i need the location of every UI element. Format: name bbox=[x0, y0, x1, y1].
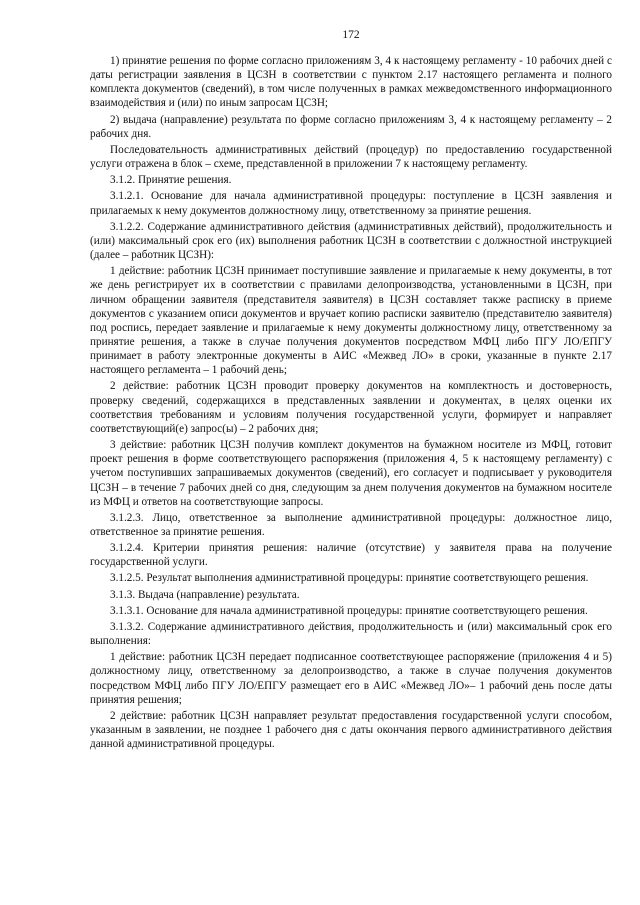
paragraph: 3.1.2.1. Основание для начала административной процедуры: поступление в ЦСЗН заявления и прилагаемых к нему документов должностному лицу, ответственному за принятие решения. bbox=[90, 190, 612, 217]
paragraph: 2 действие: работник ЦСЗН направляет результат предоставления государственной услуги способом, указанным в заявлении, не позднее 1 рабочего дня с даты окончания первого административного действия данной административной процедуры. bbox=[90, 709, 612, 751]
paragraph: Последовательность административных действий (процедур) по предоставлению государственной услуги отражена в блок – схеме, представленной в приложении 7 к настоящему регламенту. bbox=[90, 143, 612, 171]
paragraph: 3.1.3.1. Основание для начала административной процедуры: принятие соответствующего решения. bbox=[110, 604, 588, 617]
paragraph: 3.1.2.5. Результат выполнения административной процедуры: принятие соответствующего решения. bbox=[110, 572, 589, 585]
paragraph: 3.1.2.4. Критерии принятия решения: наличие (отсутствие) у заявителя права на получение государственной услуги. bbox=[90, 542, 612, 569]
paragraph: 3.1.2.3. Лицо, ответственное за выполнение административной процедуры: должностное лицо, ответственное за принятие решения. bbox=[90, 511, 612, 538]
document-body bbox=[90, 54, 612, 751]
document-page bbox=[90, 28, 612, 751]
paragraph: 3.1.3.2. Содержание административного действия, продолжительность и (или) максимальный срок его выполнения: bbox=[90, 620, 612, 648]
paragraph: 1 действие: работник ЦСЗН принимает поступившие заявление и прилагаемые к нему документы, в тот же день регистрирует их в соответствии с правилами делопроизводства, установленными в ЦСЗН, при личном обращении заявителя (представителя заявителя) в ЦСЗН составляет также расписку в приеме документов с указанием описи документов и вручает копию расписки заявителю (представителю заявителя) под роспись, передает заявление и прилагаемые к нему документы должностному лицу, ответственному за принятие решения, а также в случае получения документов посредством МФЦ либо ПГУ ЛО/ЕПГУ принимает в работу электронные документы в АИС «Межвед ЛО» в сроки, указанные в пункте 2.17 настоящего регламента – 1 рабочий день; bbox=[90, 265, 612, 377]
paragraph: 3 действие: работник ЦСЗН получив комплект документов на бумажном носителе из МФЦ, готовит проект решения в форме соответствующего распоряжения (приложения 4, 5 к настоящему регламенту) с учетом поступивших запрашиваемых документов (сведений), его согласует и подписывает у руководителя ЦСЗН – в течение 7 рабочих дней со дня, следующим за днем получения документов на бумажном носителе из МФЦ и ответов на соответствующие запросы. bbox=[90, 439, 612, 508]
paragraph: 1) принятие решения по форме согласно приложениям 3, 4 к настоящему регламенту - 10 рабочих дней с даты регистрации заявления в ЦСЗН в соответствии с пунктом 2.17 настоящего регламента и полного комплекта документов (сведений), в том числе полученных в рамках межведомственного информационного взаимодействия и (или) по иным запросам ЦСЗН; bbox=[90, 55, 612, 110]
section-heading: 3.1.3. Выдача (направление) результата. bbox=[110, 588, 300, 601]
section-heading: 3.1.2. Принятие решения. bbox=[110, 174, 232, 187]
paragraph: 2 действие: работник ЦСЗН проводит проверку документов на комплектность и достоверность, проверку сведений, содержащихся в представленных заявлении и документах, в целях оценки их соответствия требованиям и условиям получения государственной услуги, формирует и направляет соответствующий(е) запрос(ы) – 2 рабочих дня; bbox=[90, 380, 612, 435]
paragraph: 2) выдача (направление) результата по форме согласно приложениям 3, 4 к настоящему регламенту – 2 рабочих дня. bbox=[90, 113, 612, 140]
page-number: 172 bbox=[342, 29, 360, 41]
paragraph: 1 действие: работник ЦСЗН передает подписанное соответствующее распоряжение (приложения 4 и 5) должностному лицу, ответственному за делопроизводство, а также в случае получения документов посредством МФЦ либо ПГУ ЛО/ЕПГУ размещает его в АИС «Межвед ЛО»– 1 рабочий день после даты принятия решения; bbox=[90, 651, 612, 706]
paragraph: 3.1.2.2. Содержание административного действия (административных действий), продолжительность и (или) максимальный срок его (их) выполнения работник ЦСЗН в соответствии с должностной инструкцией (далее – работник ЦСЗН): bbox=[90, 220, 612, 262]
